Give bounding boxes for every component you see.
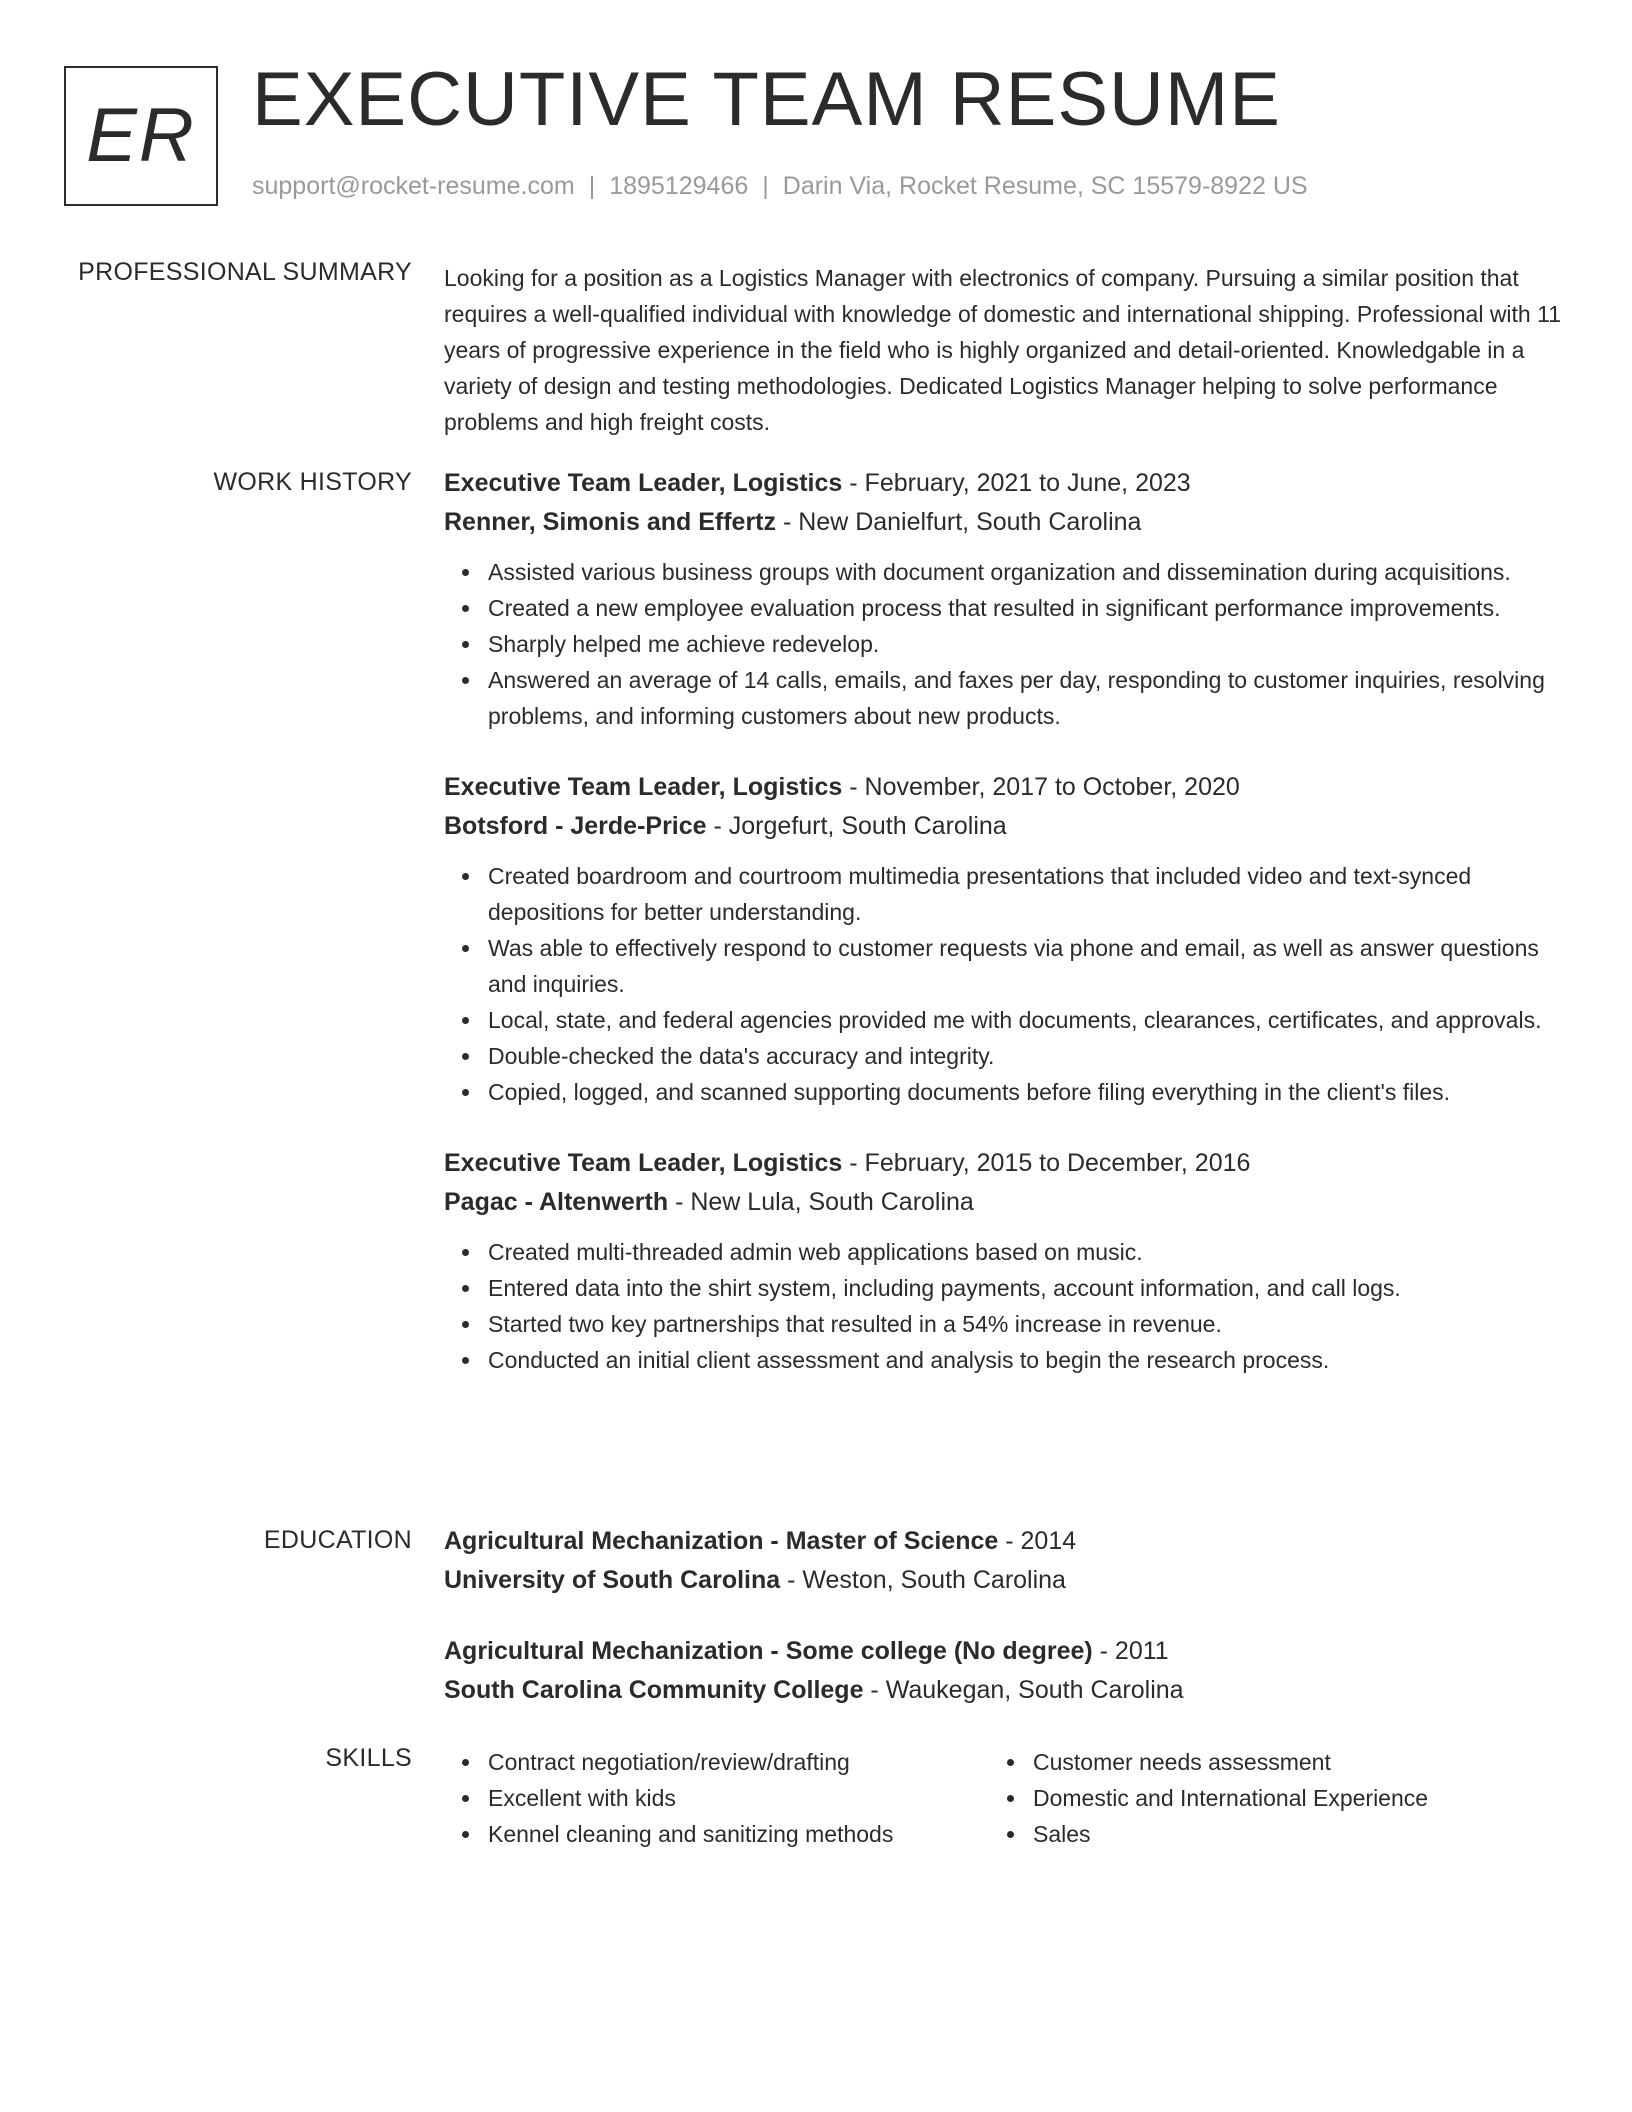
education-year: - 2014 [998,1527,1077,1555]
skill-item: Customer needs assessment [1033,1744,1534,1780]
job-company-line [444,503,1564,542]
bullet-item: Conducted an initial client assessment and analysis to begin the research process. [488,1342,1564,1378]
education-entry [444,1632,1564,1710]
job-company: Pagac - Altenwerth [444,1188,669,1216]
education-school: University of South Carolina [444,1566,781,1594]
bullet-item: Local, state, and federal agencies provided me with documents, clearances, certificates, and approvals. [488,1002,1564,1038]
job-bullets [444,858,1564,1110]
monogram-initials: ER [86,93,196,178]
summary-text: Looking for a position as a Logistics Manager with electronics of company. Pursuing a similar position that requires a well-qualified individual with knowledge of domestic and international shipping. Professional with 11 years of progressive experience in the field who is highly organized and detail-oriented. Knowledgable in a variety of design and testing methodologies. Dedicated Logistics Manager helping to solve performance problems and high freight costs. [444,265,1561,435]
bullet-item: Copied, logged, and scanned supporting documents before filing everything in the client's files. [488,1074,1564,1110]
skill-item: Kennel cleaning and sanitizing methods [488,1816,989,1852]
work-history-heading: WORK HISTORY [213,468,412,496]
skill-item: Excellent with kids [488,1780,989,1816]
contact-separator: | [762,172,769,200]
bullet-item: Created boardroom and courtroom multimedia presentations that included video and text-synced depositions for better understanding. [488,858,1564,930]
job-title: Executive Team Leader, Logistics [444,773,843,801]
job-title-line [444,464,1564,503]
contact-phone: 1895129466 [609,172,749,200]
job-entry [444,768,1564,1110]
skill-item: Contract negotiation/review/drafting [488,1744,989,1780]
skills-heading: SKILLS [325,1744,412,1772]
skills-body [444,1744,1564,1852]
education-location: - Weston, South Carolina [780,1566,1066,1594]
job-bullets [444,554,1564,734]
bullet-item: Started two key partnerships that resulted in a 54% increase in revenue. [488,1306,1564,1342]
job-entry [444,1144,1564,1378]
bullet-item: Sharply helped me achieve redevelop. [488,626,1564,662]
job-bullets [444,1234,1564,1378]
contact-email: support@rocket-resume.com [252,172,575,200]
job-company: Renner, Simonis and Effertz [444,508,777,536]
job-location: - New Lula, South Carolina [668,1188,974,1216]
skills-column-left [444,1744,989,1852]
contact-line [252,172,1308,201]
skills-grid [444,1744,1564,1852]
bullet-item: Double-checked the data's accuracy and integrity. [488,1038,1564,1074]
education-school-line [444,1561,1564,1600]
summary-body [444,260,1564,440]
work-history-body [444,464,1564,1412]
contact-address: Darin Via, Rocket Resume, SC 15579-8922 US [782,172,1308,200]
job-title: Executive Team Leader, Logistics [444,1149,843,1177]
education-degree-line [444,1632,1564,1671]
education-school-line [444,1671,1564,1710]
skills-column-right [989,1744,1534,1852]
job-title-line [444,1144,1564,1183]
job-entry [444,464,1564,734]
skills-list [989,1744,1534,1852]
monogram-box [64,66,218,206]
skill-item: Sales [1033,1816,1534,1852]
job-location: - Jorgefurt, South Carolina [706,812,1007,840]
bullet-item: Assisted various business groups with document organization and dissemination during acquisitions. [488,554,1564,590]
job-company-line [444,1183,1564,1222]
education-body [444,1522,1564,1742]
job-dates: - November, 2017 to October, 2020 [842,773,1240,801]
contact-separator: | [588,172,596,200]
education-location: - Waukegan, South Carolina [863,1676,1184,1704]
education-entry [444,1522,1564,1600]
bullet-item: Entered data into the shirt system, including payments, account information, and call logs. [488,1270,1564,1306]
resume-title: EXECUTIVE TEAM RESUME [252,57,1281,142]
education-degree: Agricultural Mechanization - Master of Science [444,1527,999,1555]
bullet-item: Created multi-threaded admin web applications based on music. [488,1234,1564,1270]
job-dates: - February, 2021 to June, 2023 [842,469,1191,497]
job-location: - New Danielfurt, South Carolina [776,508,1142,536]
bullet-item: Was able to effectively respond to customer requests via phone and email, as well as answer questions and inquiries. [488,930,1564,1002]
skills-list [444,1744,989,1852]
job-dates: - February, 2015 to December, 2016 [842,1149,1251,1177]
bullet-item: Created a new employee evaluation process that resulted in significant performance improvements. [488,590,1564,626]
education-degree: Agricultural Mechanization - Some college (No degree) [444,1637,1093,1665]
job-company: Botsford - Jerde-Price [444,812,707,840]
job-title-line [444,768,1564,807]
bullet-item: Answered an average of 14 calls, emails, and faxes per day, responding to customer inquiries, resolving problems, and informing customers about new products. [488,662,1564,734]
education-heading: EDUCATION [263,1526,412,1554]
skill-item: Domestic and International Experience [1033,1780,1534,1816]
education-year: - 2011 [1092,1637,1169,1665]
summary-heading: PROFESSIONAL SUMMARY [78,258,412,286]
job-title: Executive Team Leader, Logistics [444,469,843,497]
job-company-line [444,807,1564,846]
education-school: South Carolina Community College [444,1676,864,1704]
education-degree-line [444,1522,1564,1561]
